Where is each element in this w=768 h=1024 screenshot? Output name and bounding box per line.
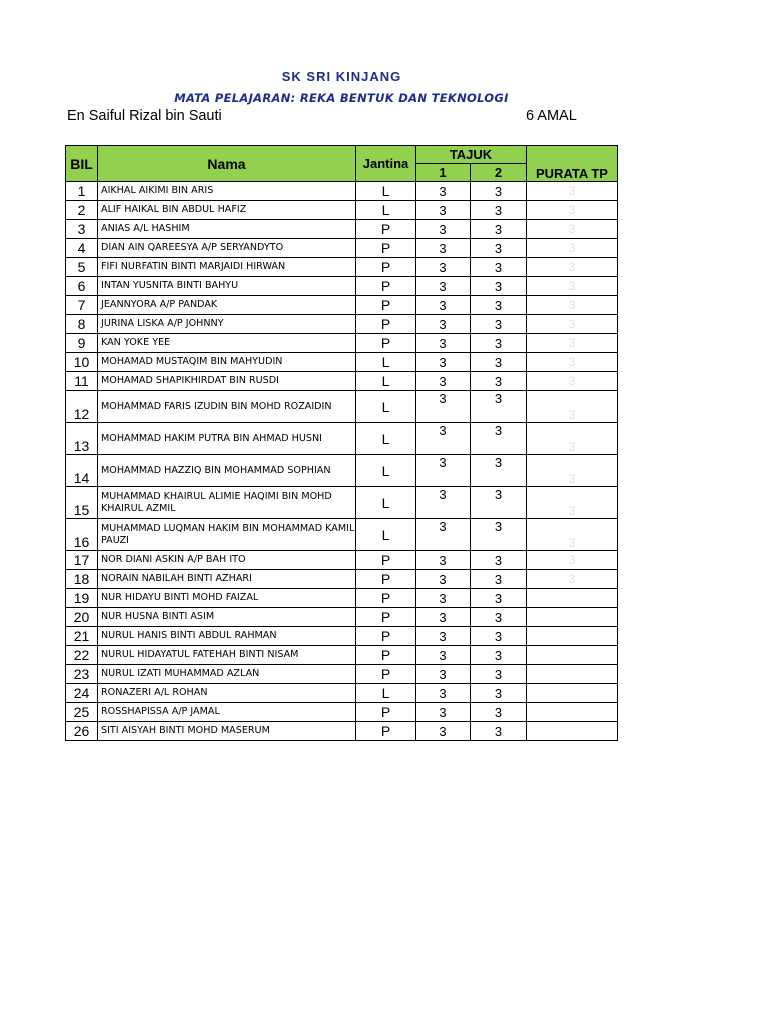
row-number: 7 <box>66 296 98 315</box>
row-number: 11 <box>66 372 98 391</box>
table-row <box>66 239 618 258</box>
gender-cell: P <box>356 665 416 684</box>
gender-cell: P <box>356 220 416 239</box>
gender-cell: P <box>356 646 416 665</box>
tajuk-2-score: 3 <box>471 423 527 455</box>
header-bil: BIL <box>66 146 98 182</box>
gender-cell: L <box>356 353 416 372</box>
table-row <box>66 296 618 315</box>
student-name: KAN YOKE YEE <box>98 334 356 353</box>
table-row <box>66 277 618 296</box>
purata-cell <box>527 665 618 684</box>
gender-cell: L <box>356 487 416 519</box>
purata-cell: 3 <box>527 391 618 423</box>
table-row <box>66 551 618 570</box>
student-name: NURUL IZATI MUHAMMAD AZLAN <box>98 665 356 684</box>
row-number: 18 <box>66 570 98 589</box>
tajuk-2-score: 3 <box>471 182 527 201</box>
gender-cell: L <box>356 519 416 551</box>
tajuk-1-score: 3 <box>416 684 471 703</box>
row-number: 21 <box>66 627 98 646</box>
tajuk-1-score: 3 <box>416 665 471 684</box>
purata-cell: 3 <box>527 519 618 551</box>
tajuk-1-score: 3 <box>416 722 471 741</box>
purata-cell <box>527 722 618 741</box>
tajuk-2-score: 3 <box>471 551 527 570</box>
table-body <box>66 182 618 741</box>
tajuk-2-score: 3 <box>471 258 527 277</box>
table-row <box>66 722 618 741</box>
gender-cell: P <box>356 627 416 646</box>
gender-cell: L <box>356 391 416 423</box>
gender-cell: L <box>356 201 416 220</box>
purata-cell: 3 <box>527 239 618 258</box>
tajuk-2-score: 3 <box>471 277 527 296</box>
table-row <box>66 201 618 220</box>
purata-cell: 3 <box>527 201 618 220</box>
header-jantina: Jantina <box>356 146 416 182</box>
row-number: 19 <box>66 589 98 608</box>
row-number: 5 <box>66 258 98 277</box>
student-name: NORAIN NABILAH BINTI AZHARI <box>98 570 356 589</box>
table-row <box>66 315 618 334</box>
student-name: MOHAMMAD HAZZIQ BIN MOHAMMAD SOPHIAN <box>98 455 356 487</box>
purata-cell <box>527 589 618 608</box>
gender-cell: P <box>356 551 416 570</box>
student-name: ALIF HAIKAL BIN ABDUL HAFIZ <box>98 201 356 220</box>
tajuk-2-score: 3 <box>471 334 527 353</box>
table-row <box>66 684 618 703</box>
student-name: NUR HUSNA BINTI ASIM <box>98 608 356 627</box>
table-row <box>66 519 618 551</box>
student-name: NURUL HIDAYATUL FATEHAH BINTI NISAM <box>98 646 356 665</box>
gender-cell: L <box>356 372 416 391</box>
gender-cell: P <box>356 296 416 315</box>
tajuk-1-score: 3 <box>416 589 471 608</box>
gender-cell: P <box>356 277 416 296</box>
student-name: MOHAMAD SHAPIKHIRDAT BIN RUSDI <box>98 372 356 391</box>
row-number: 23 <box>66 665 98 684</box>
tajuk-2-score: 3 <box>471 296 527 315</box>
tajuk-1-score: 3 <box>416 703 471 722</box>
tajuk-1-score: 3 <box>416 551 471 570</box>
class-name: 6 AMAL <box>526 108 577 124</box>
purata-cell: 3 <box>527 296 618 315</box>
student-name: INTAN YUSNITA BINTI BAHYU <box>98 277 356 296</box>
student-name: MOHAMMAD HAKIM PUTRA BIN AHMAD HUSNI <box>98 423 356 455</box>
purata-cell: 3 <box>527 423 618 455</box>
gender-cell: P <box>356 239 416 258</box>
table-row <box>66 627 618 646</box>
purata-cell <box>527 608 618 627</box>
student-name: ANIAS A/L HASHIM <box>98 220 356 239</box>
tajuk-1-score: 3 <box>416 423 471 455</box>
table-row <box>66 455 618 487</box>
school-name: SK SRI KINJANG <box>281 69 402 84</box>
header-nama: Nama <box>98 146 356 182</box>
gender-cell: P <box>356 589 416 608</box>
tajuk-1-score: 3 <box>416 487 471 519</box>
table-row <box>66 353 618 372</box>
row-number: 20 <box>66 608 98 627</box>
gender-cell: L <box>356 423 416 455</box>
purata-cell: 3 <box>527 570 618 589</box>
tajuk-2-score: 3 <box>471 608 527 627</box>
row-number: 13 <box>66 423 98 455</box>
table-row <box>66 703 618 722</box>
gender-cell: P <box>356 608 416 627</box>
gender-cell: P <box>356 722 416 741</box>
gender-cell: L <box>356 182 416 201</box>
purata-cell: 3 <box>527 220 618 239</box>
tajuk-1-score: 3 <box>416 519 471 551</box>
tajuk-1-score: 3 <box>416 201 471 220</box>
row-number: 4 <box>66 239 98 258</box>
row-number: 6 <box>66 277 98 296</box>
tajuk-2-score: 3 <box>471 220 527 239</box>
tajuk-2-score: 3 <box>471 570 527 589</box>
tajuk-1-score: 3 <box>416 570 471 589</box>
teacher-name: En Saiful Rizal bin Sauti <box>67 108 222 124</box>
student-name: MUHAMMAD KHAIRUL ALIMIE HAQIMI BIN MOHD KHAIRUL AZMIL <box>98 487 356 519</box>
student-name: FIFI NURFATIN BINTI MARJAIDI HIRWAN <box>98 258 356 277</box>
student-name: MOHAMAD MUSTAQIM BIN MAHYUDIN <box>98 353 356 372</box>
header-purata: PURATA TP <box>527 146 618 182</box>
row-number: 14 <box>66 455 98 487</box>
tajuk-1-score: 3 <box>416 258 471 277</box>
tajuk-2-score: 3 <box>471 239 527 258</box>
table-row <box>66 182 618 201</box>
student-name: MOHAMMAD FARIS IZUDIN BIN MOHD ROZAIDIN <box>98 391 356 423</box>
tajuk-2-score: 3 <box>471 353 527 372</box>
purata-cell: 3 <box>527 455 618 487</box>
tajuk-1-score: 3 <box>416 608 471 627</box>
student-name: NURUL HANIS BINTI ABDUL RAHMAN <box>98 627 356 646</box>
tajuk-2-score: 3 <box>471 684 527 703</box>
tajuk-2-score: 3 <box>471 519 527 551</box>
tajuk-2-score: 3 <box>471 722 527 741</box>
table-row <box>66 423 618 455</box>
tajuk-1-score: 3 <box>416 646 471 665</box>
gender-cell: L <box>356 455 416 487</box>
table-row <box>66 372 618 391</box>
table-row <box>66 608 618 627</box>
row-number: 8 <box>66 315 98 334</box>
tajuk-1-score: 3 <box>416 334 471 353</box>
header-tajuk: TAJUK <box>416 146 527 164</box>
tajuk-1-score: 3 <box>416 277 471 296</box>
gender-cell: L <box>356 684 416 703</box>
table-row <box>66 589 618 608</box>
table-row <box>66 487 618 519</box>
tajuk-2-score: 3 <box>471 703 527 722</box>
row-number: 3 <box>66 220 98 239</box>
purata-cell <box>527 703 618 722</box>
tajuk-2-score: 3 <box>471 487 527 519</box>
tajuk-1-score: 3 <box>416 220 471 239</box>
tajuk-2-score: 3 <box>471 372 527 391</box>
purata-cell: 3 <box>527 258 618 277</box>
table-row <box>66 391 618 423</box>
student-name: AIKHAL AIKIMI BIN ARIS <box>98 182 356 201</box>
student-name: JURINA LISKA A/P JOHNNY <box>98 315 356 334</box>
purata-cell: 3 <box>527 353 618 372</box>
student-table <box>65 145 618 741</box>
student-name: NUR HIDAYU BINTI MOHD FAIZAL <box>98 589 356 608</box>
subject-title: MATA PELAJARAN: REKA BENTUK DAN TEKNOLOGI <box>174 91 509 105</box>
purata-cell: 3 <box>527 277 618 296</box>
tajuk-1-score: 3 <box>416 239 471 258</box>
gender-cell: P <box>356 703 416 722</box>
row-number: 10 <box>66 353 98 372</box>
row-number: 15 <box>66 487 98 519</box>
table-row <box>66 220 618 239</box>
tajuk-1-score: 3 <box>416 353 471 372</box>
student-name: JEANNYORA A/P PANDAK <box>98 296 356 315</box>
table-row <box>66 334 618 353</box>
tajuk-2-score: 3 <box>471 455 527 487</box>
tajuk-1-score: 3 <box>416 296 471 315</box>
tajuk-1-score: 3 <box>416 455 471 487</box>
header-tajuk-2: 2 <box>471 164 527 182</box>
tajuk-1-score: 3 <box>416 627 471 646</box>
tajuk-1-score: 3 <box>416 391 471 423</box>
student-name: NOR DIANI ASKIN A/P BAH ITO <box>98 551 356 570</box>
row-number: 1 <box>66 182 98 201</box>
row-number: 25 <box>66 703 98 722</box>
gender-cell: P <box>356 258 416 277</box>
purata-cell: 3 <box>527 334 618 353</box>
purata-cell <box>527 627 618 646</box>
row-number: 12 <box>66 391 98 423</box>
row-number: 17 <box>66 551 98 570</box>
table-row <box>66 665 618 684</box>
tajuk-2-score: 3 <box>471 646 527 665</box>
tajuk-1-score: 3 <box>416 372 471 391</box>
gender-cell: P <box>356 570 416 589</box>
tajuk-2-score: 3 <box>471 201 527 220</box>
student-name: MUHAMMAD LUQMAN HAKIM BIN MOHAMMAD KAMIL PAUZI <box>98 519 356 551</box>
purata-cell <box>527 646 618 665</box>
tajuk-2-score: 3 <box>471 391 527 423</box>
purata-cell: 3 <box>527 315 618 334</box>
purata-cell: 3 <box>527 372 618 391</box>
row-number: 26 <box>66 722 98 741</box>
tajuk-2-score: 3 <box>471 315 527 334</box>
gender-cell: P <box>356 315 416 334</box>
purata-cell: 3 <box>527 551 618 570</box>
student-name: ROSSHAPISSA A/P JAMAL <box>98 703 356 722</box>
row-number: 2 <box>66 201 98 220</box>
purata-cell <box>527 684 618 703</box>
tajuk-2-score: 3 <box>471 665 527 684</box>
table-row <box>66 258 618 277</box>
tajuk-2-score: 3 <box>471 589 527 608</box>
row-number: 22 <box>66 646 98 665</box>
student-name: DIAN AIN QAREESYA A/P SERYANDYTO <box>98 239 356 258</box>
tajuk-1-score: 3 <box>416 315 471 334</box>
tajuk-2-score: 3 <box>471 627 527 646</box>
row-number: 9 <box>66 334 98 353</box>
student-name: SITI AISYAH BINTI MOHD MASERUM <box>98 722 356 741</box>
table-row <box>66 570 618 589</box>
purata-cell: 3 <box>527 487 618 519</box>
row-number: 16 <box>66 519 98 551</box>
student-name: RONAZERI A/L ROHAN <box>98 684 356 703</box>
tajuk-1-score: 3 <box>416 182 471 201</box>
gender-cell: P <box>356 334 416 353</box>
purata-cell: 3 <box>527 182 618 201</box>
table-row <box>66 646 618 665</box>
row-number: 24 <box>66 684 98 703</box>
header-tajuk-1: 1 <box>416 164 471 182</box>
